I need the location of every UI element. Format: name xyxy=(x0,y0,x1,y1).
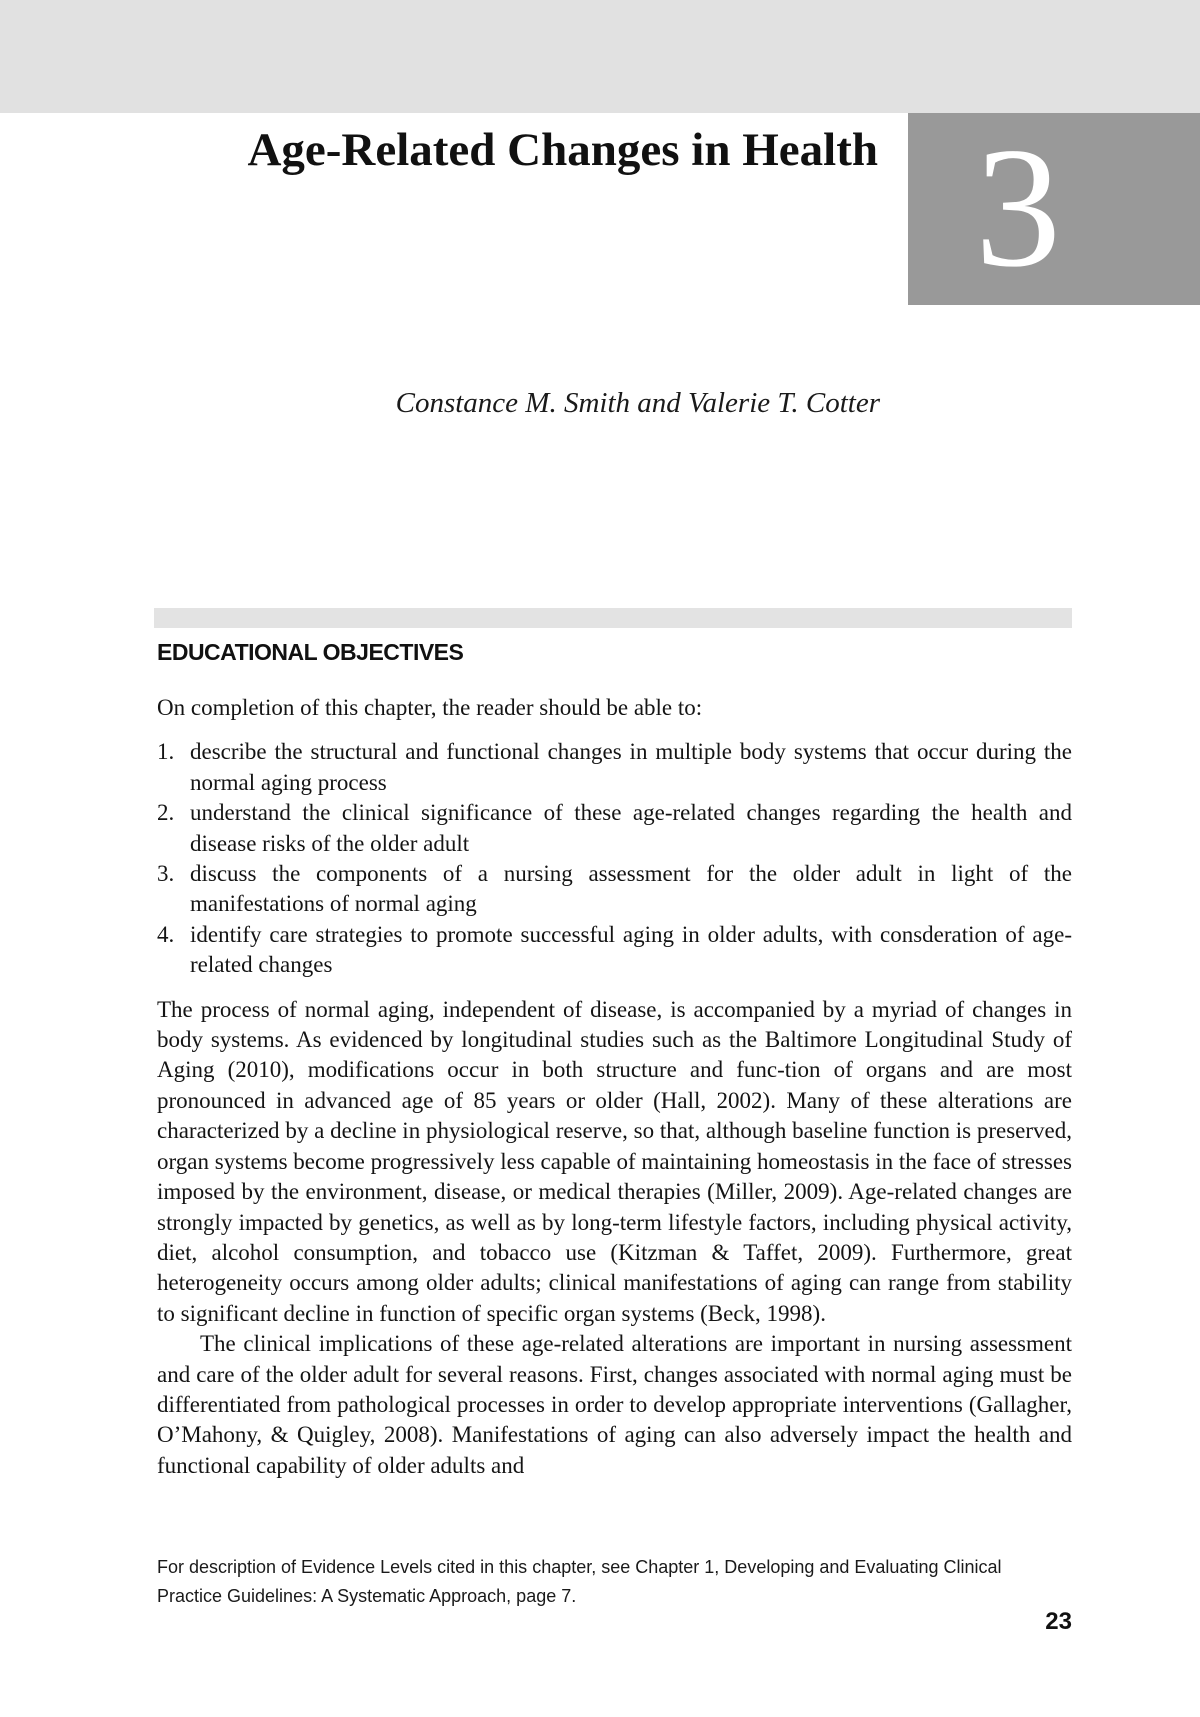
objective-number: 3. xyxy=(157,861,175,887)
objective-number: 4. xyxy=(157,921,175,947)
body-paragraph: The clinical implications of these age-related alterations are important in nursing assessment and care of the older adult for several reasons. First, changes associated with normal aging must be differentiated from pathological processes in order to develop appropriate interventions (Gallagher, O’Mahony, & Quigley, 2008). Manifestations of aging can also adversely impact the health and functional capability of older adults and xyxy=(157,1331,1072,1478)
section-divider-bar xyxy=(154,608,1072,628)
objective-item xyxy=(157,920,1072,981)
objectives-heading: EDUCATIONAL OBJECTIVES xyxy=(157,639,464,665)
objective-item xyxy=(157,859,1072,920)
chapter-authors: Constance M. Smith and Valerie T. Cotter xyxy=(395,387,880,419)
objective-text: discuss the components of a nursing assessment for the older adult in light of the manifestations of normal aging xyxy=(190,861,1072,917)
objective-text: understand the clinical significance of these age-related changes regarding the health and disease risks of the older adult xyxy=(190,800,1072,856)
objective-text: describe the structural and functional changes in multiple body systems that occur during the normal aging process xyxy=(190,739,1072,795)
header-band xyxy=(0,0,1200,113)
objective-item xyxy=(157,798,1072,859)
page-number: 23 xyxy=(1045,1608,1072,1635)
chapter-title: Age-Related Changes in Health xyxy=(247,124,878,176)
objective-item xyxy=(157,737,1072,798)
objectives-intro: On completion of this chapter, the reader should be able to: xyxy=(157,695,703,720)
body-paragraph: The process of normal aging, independent of disease, is accompanied by a myriad of changes in body systems. As evidenced by longitudinal studies such as the Baltimore Longitudinal Study of Aging (2010), modifications occur in both structure and func-tion of organs and are most pronounced in advanced age of 85 years or older (Hall, 2002). Many of these alterations are characterized by a decline in physiological reserve, so that, although baseline function is preserved, organ systems become progressively less capable of maintaining homeostasis in the face of stresses imposed by the environment, disease, or medical therapies (Miller, 2009). Age-related changes are strongly impacted by genetics, as well as by long-term lifestyle factors, including physical activity, diet, alcohol consumption, and tobacco use (Kitzman & Taffet, 2009). Furthermore, great heterogeneity occurs among older adults; clinical manifestations of aging can range from stability to significant decline in function of specific organ systems (Beck, 1998). xyxy=(157,996,1072,1326)
objective-text: identify care strategies to promote successful aging in older adults, with consderation of age-related changes xyxy=(190,921,1072,978)
chapter-number: 3 xyxy=(975,113,1061,303)
objective-number: 2. xyxy=(157,800,175,826)
main-content xyxy=(157,693,1072,1481)
objective-number: 1. xyxy=(157,739,175,765)
objectives-list xyxy=(157,737,1072,980)
footnote: For description of Evidence Levels cited in this chapter, see Chapter 1, Developing and Evaluating Clinical Practice Guidelines: A Systematic Approach, page 7. xyxy=(157,1557,1002,1606)
